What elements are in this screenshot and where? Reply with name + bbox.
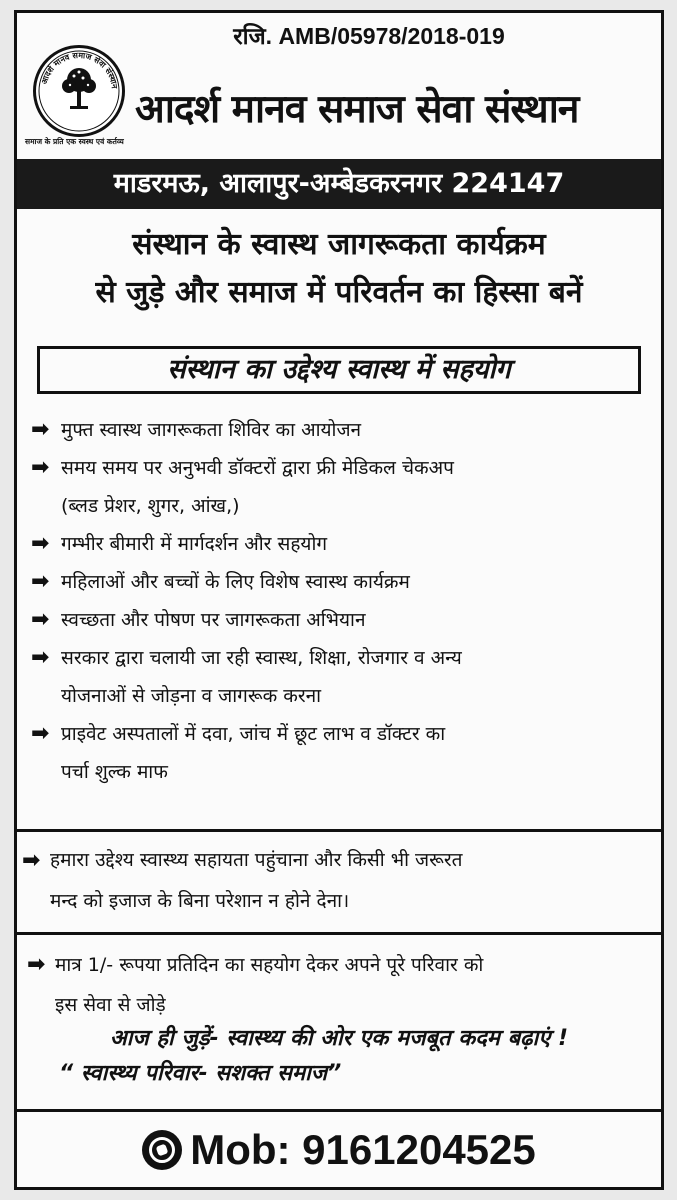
address-bar: माडरमऊ, आलापुर-अम्बेडकरनगर 224147 xyxy=(17,159,661,209)
contribution-box xyxy=(27,945,655,1025)
arrow-right-icon: ➡ xyxy=(31,607,50,632)
list-item xyxy=(31,449,651,525)
point-text: सरकार द्वारा चलायी जा रही स्वास्थ, शिक्षा, रोजगार व अन्य xyxy=(61,647,462,669)
tree-icon xyxy=(62,68,96,109)
mobile-number[interactable]: Mob: 9161204525 xyxy=(190,1125,536,1173)
arrow-right-icon: ➡ xyxy=(31,721,50,746)
logo-tagline: समाज के प्रति एक स्वस्थ एवं कर्तव्य xyxy=(25,137,124,146)
arrow-right-icon: ➡ xyxy=(31,417,50,442)
point-text: गम्भीर बीमारी में मार्गदर्शन और सहयोग xyxy=(61,533,328,555)
logo-ring xyxy=(36,48,122,134)
aim-box xyxy=(14,829,664,935)
arrow-right-icon: ➡ xyxy=(31,645,50,670)
point-text: महिलाओं और बच्चों के लिए विशेष स्वास्थ कार्यक्रम xyxy=(61,571,410,593)
whatsapp-icon xyxy=(142,1130,182,1170)
point-text-continued: पर्चा शुल्क माफ xyxy=(61,761,168,783)
point-text: समय समय पर अनुभवी डॉक्टरों द्वारा फ्री मेडिकल चेकअप xyxy=(61,457,454,479)
poster xyxy=(14,10,664,1190)
objective-banner: संस्थान का उद्देश्य स्वास्थ में सहयोग xyxy=(37,346,641,394)
arrow-right-icon: ➡ xyxy=(22,848,41,873)
point-text: प्राइवेट अस्पतालों में दवा, जांच में छूट लाभ व डॉक्टर का xyxy=(61,723,446,745)
arrow-right-icon: ➡ xyxy=(31,569,50,594)
list-item xyxy=(31,715,651,791)
point-text-continued: योजनाओं से जोड़ना व जागरूक करना xyxy=(61,685,322,707)
aim-line-2: मन्द को इजाज के बिना परेशान न होने देना। xyxy=(50,890,350,912)
logo-ring-text: आदर्श मानव समाज सेवा संस्थान xyxy=(39,50,119,90)
point-text: मुफ्त स्वास्थ जागरूकता शिविर का आयोजन xyxy=(61,419,362,441)
contribution-line-2: इस सेवा से जोड़े xyxy=(55,994,166,1016)
registration-number: रजि. AMB/05978/2018-019 xyxy=(233,23,505,49)
organization-title: आदर्श मानव समाज सेवा संस्थान xyxy=(135,87,579,132)
contact-bar xyxy=(17,1109,661,1187)
arrow-right-icon: ➡ xyxy=(31,455,50,480)
service-points-list xyxy=(31,411,651,791)
slogan: “ स्वास्थ्य परिवार- सशक्त समाज” xyxy=(59,1061,342,1086)
list-item xyxy=(31,639,651,715)
arrow-right-icon: ➡ xyxy=(31,531,50,556)
aim-line-1: हमारा उद्देश्य स्वास्थ्य सहायता पहुंचाना और किसी भी जरूरत xyxy=(50,849,463,871)
headline-line-2: से जुड़े और समाज में परिवर्तन का हिस्सा बनें xyxy=(95,275,583,310)
call-to-action: आज ही जुड़ें- स्वास्थ्य की ओर एक मजबूत कदम बढ़ाएं ! xyxy=(109,1026,569,1051)
headline-line-1: संस्थान के स्वास्थ जागरूकता कार्यक्रम xyxy=(132,227,546,262)
list-item xyxy=(31,563,651,601)
list-item xyxy=(31,411,651,449)
point-text-continued: (ब्लड प्रेशर, शुगर, आंख,) xyxy=(61,495,240,517)
list-item xyxy=(31,525,651,563)
list-item xyxy=(31,601,651,639)
headline xyxy=(17,221,661,317)
organization-logo xyxy=(33,45,125,137)
contribution-line-1: मात्र 1/- रूपया प्रतिदिन का सहयोग देकर अपने पूरे परिवार को xyxy=(55,954,484,976)
point-text: स्वच्छता और पोषण पर जागरूकता अभियान xyxy=(61,609,366,631)
arrow-right-icon: ➡ xyxy=(27,952,46,977)
